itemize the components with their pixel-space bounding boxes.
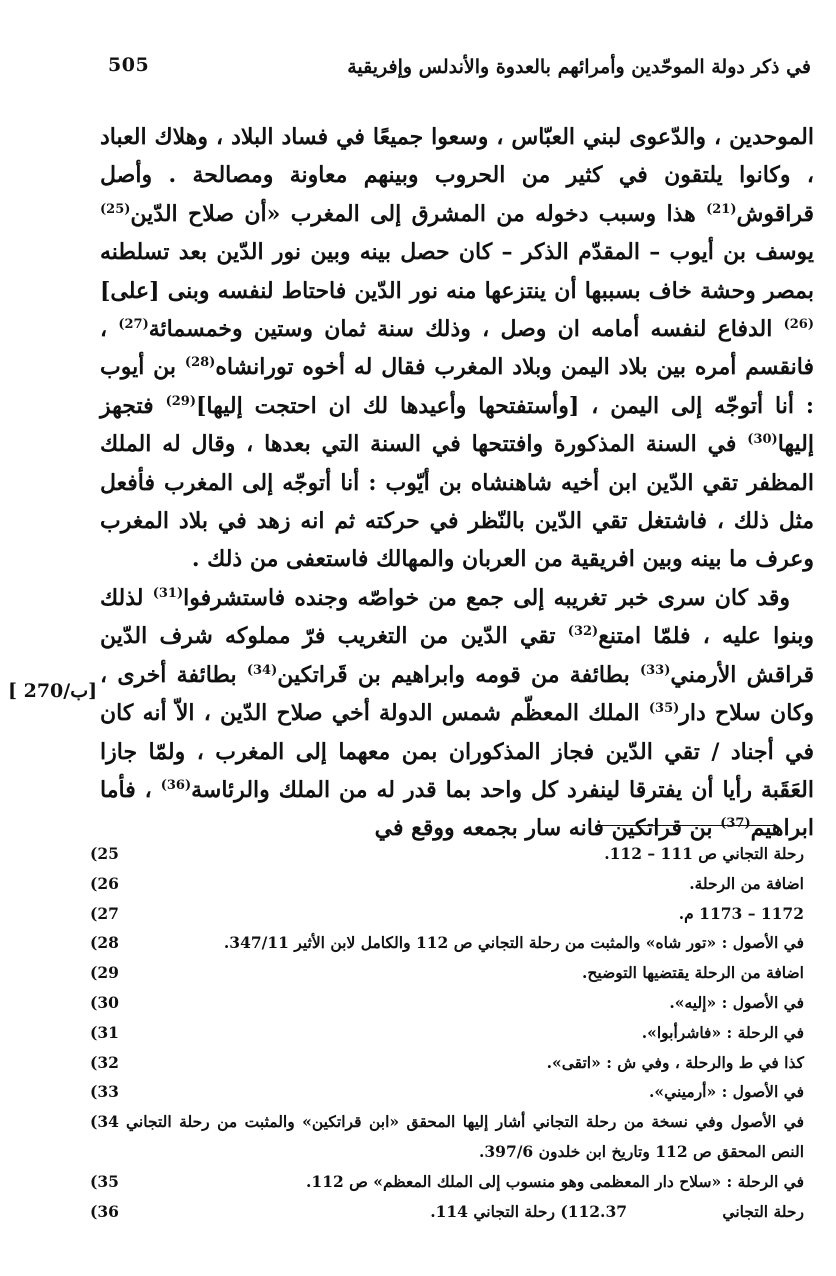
footnote-ref-37: (37) [720, 816, 751, 832]
footnotes [90, 839, 810, 1226]
footnote-text: رحلة التجاني 112. [567, 1201, 804, 1221]
text-segment: بطائفة أخرى ، وكان سلاح دار [100, 661, 815, 727]
footnote-29 [90, 958, 810, 988]
footnote-31 [90, 1018, 810, 1048]
footnote-number: 25) [90, 844, 119, 863]
footnote-text: في الأصول : «إليه». [669, 992, 804, 1012]
footnote-35 [90, 1167, 810, 1197]
footnote-ref-34: (34) [246, 662, 278, 678]
footnote-26 [90, 869, 810, 899]
text-segment: هذا وسبب دخوله من المشرق إلى المغرب «أن صلاح الدّين [130, 200, 707, 227]
paragraph-1 [100, 118, 814, 579]
footnote-number: 26) [90, 873, 119, 893]
footnote-ref-33: (33) [639, 662, 671, 678]
footnote-number: 35) [90, 1171, 119, 1191]
footnote-number: 31) [90, 1022, 119, 1042]
footnote-text: في الرحلة : «فاشرأبوا». [641, 1022, 804, 1042]
text-segment: بن أيوب : أنا أتوجّه إلى اليمن ، [وأستفتحها وأعيدها لك ان احتجت إليها] [100, 354, 814, 419]
footnote-ref-28: (28) [184, 355, 216, 371]
footnote-number: 28) [90, 933, 119, 953]
footnote-number: 27) [90, 903, 119, 923]
text-segment: ، فانقسم أمره بين بلاد اليمن وبلاد المغرب فقال له أخوه تورانشاه [100, 316, 814, 381]
text-segment: الملك المعظّم شمس الدولة أخي صلاح الدّين ، الاّ أنه كان في أجناد / تقي الدّين فجاز المذكوران بمن معهما إلى المغرب ، ولمّا جازا العَقَبة رأيا أن يفترقا لينفرد كل واحد بما قدر له من الملك والرئاسة [100, 700, 814, 803]
text-segment: في السنة المذكورة وافتتحها في السنة التي بعدها ، وقال له الملك المظفر تقي الدّين ابن أخيه شاهنشاه بن أيّوب : أنا أتوجّه إلى المغرب فأفعل مثل ذلك ، فاشتغل تقي الدّين بالنّظر في حركته ثم انه زهد في بلاد المغرب وعرف ما بينه وبين افريقية من العربان والمهالك فاستعفى من ذلك . [100, 431, 814, 573]
text-segment: يوسف بن أيوب – المقدّم الذكر – كان حصل بينه وبين نور الدّين بعد تسلطنه بمصر وحشة خاف بسببها أن ينتزعها منه نور الدّين فاحتاط لنفسه وبنى [على] [100, 239, 814, 304]
footnote-27 [90, 899, 810, 929]
footnote-ref-32: (32) [567, 624, 599, 640]
footnote-number: 36) [90, 1201, 119, 1221]
footnote-30 [90, 988, 810, 1018]
footnote-ref-30: (30) [747, 432, 778, 448]
footnote-32 [90, 1048, 810, 1078]
footnote-text: كذا في ط والرحلة ، وفي ش : «اتقى». [546, 1052, 804, 1072]
footnote-number: 32) [90, 1052, 119, 1072]
footnote-ref-31: (31) [152, 586, 184, 602]
footnote-ref-26: (26) [783, 317, 815, 333]
footnote-34 [90, 1107, 810, 1167]
footnote-text: اضافة من الرحلة يقتضيها التوضيح. [582, 963, 804, 983]
text-segment: لذلك وبنوا عليه ، فلمّا امتنع [100, 584, 814, 650]
footnote-ref-25: (25) [100, 202, 131, 218]
text-segment: تقي الدّين من التغريب فرّ مملوكه شرف الدّين قراقش الأرمني [100, 623, 814, 688]
text-segment: الدفاع لنفسه أمامه ان وصل ، وذلك سنة ثمان وستين وخمسمائة [148, 316, 784, 343]
footnote-text: رحلة التجاني 114. [430, 1201, 555, 1221]
text-segment: ، فأما ابراهيم [100, 776, 814, 842]
main-text [100, 118, 814, 848]
page-number: 505 [108, 54, 150, 76]
footnote-text: في الرحلة : «سلاح دار المعظمى وهو منسوب إلى الملك المعظم» ص 112. [306, 1171, 804, 1191]
text-segment: بن قراتكين فانه سار بجمعه ووقع في [374, 815, 721, 842]
footnote-text: في الأصول وفي نسخة من رحلة التجاني أشار إليها المحقق «ابن قراتكين» والمثبت من رحلة التجاني النص المحقق ص 112 وتاريخ ابن خلدون 397/6. [126, 1112, 804, 1161]
footnote-text: اضافة من الرحلة. [689, 873, 804, 893]
footnote-number: 37) [560, 1201, 628, 1221]
text-segment: فتجهز إليها [100, 392, 814, 458]
margin-folio-note: [ 270/ب] [8, 680, 98, 702]
footnote-text: في الأصول : «تور شاه» والمثبت من رحلة التجاني ص 112 والكامل لابن الأثير 347/11. [223, 933, 804, 953]
footnote-text: رحلة التجاني ص 111 – 112. [604, 844, 804, 863]
footnote-25 [90, 839, 810, 869]
footnote-ref-21: (21) [706, 202, 737, 218]
footnote-separator [600, 825, 776, 826]
footnote-ref-36: (36) [160, 778, 192, 794]
footnote-33 [90, 1077, 810, 1107]
text-segment: وقد كان سرى خبر تغريبه إلى جمع من خواصّه وجنده فاستشرفوا [183, 584, 791, 611]
footnote-number: 29) [90, 963, 119, 983]
footnote-number: 34) [90, 1112, 119, 1132]
footnote-number: 30) [90, 992, 119, 1012]
running-head: في ذكر دولة الموحّدين وأمرائهم بالعدوة والأندلس وإفريقية [347, 56, 811, 78]
footnote-36 [90, 1197, 810, 1227]
footnote-text: 1172 – 1173 م. [678, 903, 804, 923]
footnote-ref-35: (35) [648, 701, 680, 717]
footnote-number: 33) [90, 1082, 119, 1102]
footnote-28 [90, 928, 810, 958]
text-segment: الموحدين ، والدّعوى لبني العبّاس ، وسعوا جميعًا في فساد البلاد ، وهلاك العباد ، وكانوا يلتقون في كثير من الحروب وبينهم معاونة ومصالحة . وأصل قراقوش [100, 124, 814, 227]
text-segment: بطائفة من قومه وابراهيم بن قَراتكين [277, 661, 640, 688]
footnote-text: في الأصول : «أرميني». [649, 1082, 804, 1102]
footnote-ref-29: (29) [165, 394, 196, 410]
footnote-ref-27: (27) [118, 317, 149, 333]
footnote-text [126, 1197, 810, 1227]
paragraph-2 [100, 579, 814, 848]
